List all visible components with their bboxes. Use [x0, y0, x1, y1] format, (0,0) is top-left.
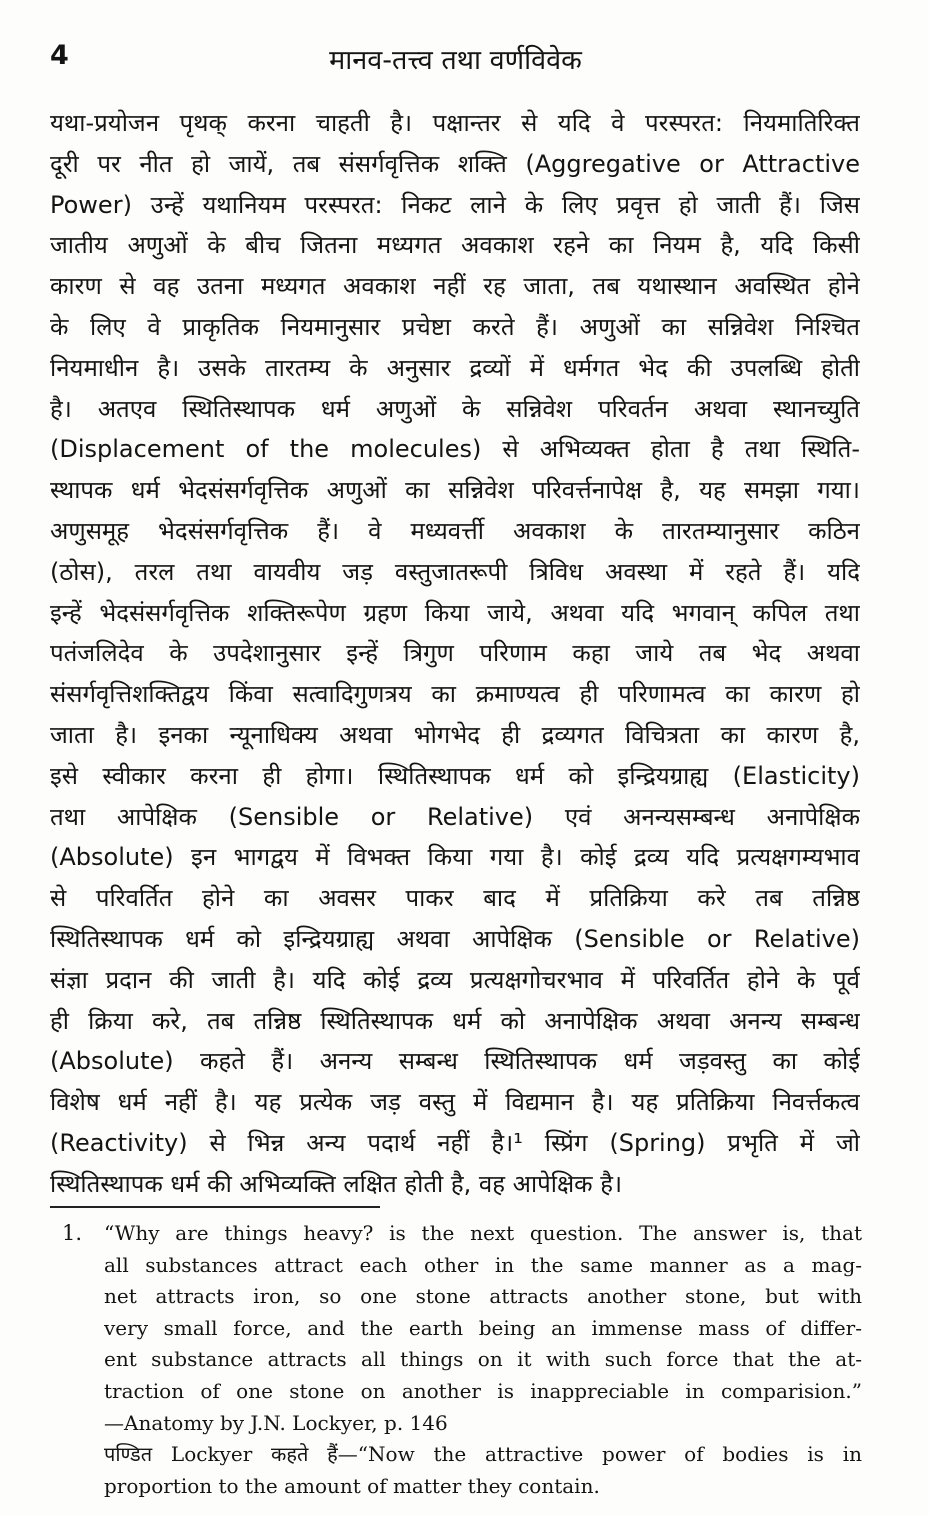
- body-line: संसर्गवृत्तिशक्तिद्वय किंवा सत्वादिगुणत्रय का क्रमाण्यत्व ही परिणामत्व का कारण हो: [50, 680, 860, 709]
- body-line: इन्हें भेदसंसर्गवृत्तिक शक्तिरूपेण ग्रहण किया जाये, अथवा यदि भगवान् कपिल तथा: [50, 598, 860, 627]
- footnote-line: very small force, and the earth being an immense mass of differ-: [104, 1315, 862, 1340]
- footnote-source: —Anatomy by J.N. Lockyer, p. 146: [104, 1410, 448, 1435]
- body-line: संज्ञा प्रदान की जाती है। यदि कोई द्रव्य प्रत्यक्षगोचरभाव में परिवर्तित होने के पूर्व: [50, 965, 860, 994]
- body-line: (Reactivity) से भिन्न अन्य पदार्थ नहीं है।¹ स्प्रिंग (Spring) प्रभृति में जो: [50, 1128, 860, 1157]
- footnote-marker: 1.: [62, 1221, 83, 1245]
- body-line: है। अतएव स्थितिस्थापक धर्म अणुओं के सन्निवेश परिवर्तन अथवा स्थानच्युति: [50, 394, 860, 423]
- body-line: स्थितिस्थापक धर्म की अभिव्यक्ति लक्षित होती है, वह आपेक्षिक है।: [50, 1169, 623, 1198]
- body-line: के लिए वे प्राकृतिक नियमानुसार प्रचेष्टा करते हैं। अणुओं का सन्निवेश निश्चित: [50, 312, 860, 341]
- body-line: इसे स्वीकार करना ही होगा। स्थितिस्थापक धर्म को इन्द्रियग्राह्य (Elasticity): [50, 761, 860, 790]
- body-line: यथा-प्रयोजन पृथक् करना चाहती है। पक्षान्तर से यदि वे परस्परत: नियमातिरिक्त: [50, 109, 860, 137]
- footnote-line: traction of one stone on another is inappreciable in comparision.”: [104, 1378, 862, 1403]
- footnote-line: ent substance attracts all things on it with such force that the at-: [104, 1347, 862, 1372]
- body-paragraph: [50, 103, 860, 1205]
- body-line: (Absolute) इन भागद्वय में विभक्त किया गया है। कोई द्रव्य यदि प्रत्यक्षगम्यभाव: [50, 843, 860, 872]
- page-number: 4: [50, 40, 69, 71]
- footnote: [62, 1218, 862, 1502]
- footnote-quote: [104, 1218, 862, 1502]
- page-header: [50, 40, 861, 80]
- body-line: तथा आपेक्षिक (Sensible or Relative) एवं अनन्यसम्बन्ध अनापेक्षिक: [50, 802, 860, 831]
- footnote-line: all substances attract each other in the same manner as a mag-: [104, 1252, 862, 1277]
- body-line: अणुसमूह भेदसंसर्गवृत्तिक हैं। वे मध्यवर्त्ती अवकाश के तारतम्यानुसार कठिन: [50, 516, 860, 545]
- body-line: दूरी पर नीत हो जायें, तब संसर्गवृत्तिक शक्ति (Aggregative or Attractive: [50, 149, 860, 178]
- body-line: कारण से वह उतना मध्यगत अवकाश नहीं रह जाता, तब यथास्थान अवस्थित होने: [50, 272, 860, 301]
- body-line: (Absolute) कहते हैं। अनन्य सम्बन्ध स्थितिस्थापक धर्म जड़वस्तु का कोई: [50, 1047, 860, 1076]
- body-line: (ठोस), तरल तथा वायवीय जड़ वस्तुजातरूपी त्रिविध अवस्था में रहते हैं। यदि: [50, 557, 860, 586]
- body-line: स्थापक धर्म भेदसंसर्गवृत्तिक अणुओं का सन्निवेश परिवर्त्तनापेक्ष है, यह समझा गया।: [50, 476, 860, 505]
- footnote-line: “Why are things heavy? is the next question. The answer is, that: [104, 1221, 862, 1245]
- body-line: (Displacement of the molecules) से अभिव्यक्त होता है तथा स्थिति-: [50, 435, 860, 464]
- body-line: नियमाधीन है। उसके तारतम्य के अनुसार द्रव्यों में धर्मगत भेद की उपलब्धि होती: [50, 353, 860, 382]
- body-line: पतंजलिदेव के उपदेशानुसार इन्हें त्रिगुण परिणाम कहा जाये तब भेद अथवा: [50, 639, 860, 668]
- running-title: मानव-तत्त्व तथा वर्णविवेक: [329, 45, 582, 76]
- body-line: से परिवर्तित होने का अवसर पाकर बाद में प्रतिक्रिया करे तब तन्निष्ठ: [50, 884, 860, 913]
- footnote-line: net attracts iron, so one stone attracts another stone, but with: [104, 1284, 862, 1309]
- footnote-note-line: पण्डित Lockyer कहते हैं—“Now the attractive power of bodies is in: [104, 1442, 862, 1467]
- body-line: स्थितिस्थापक धर्म को इन्द्रियग्राह्य अथवा आपेक्षिक (Sensible or Relative): [50, 924, 860, 953]
- body-line: जातीय अणुओं के बीच जितना मध्यगत अवकाश रहने का नियम है, यदि किसी: [50, 231, 860, 260]
- body-line: ही क्रिया करे, तब तन्निष्ठ स्थितिस्थापक धर्म को अनापेक्षिक अथवा अनन्य सम्बन्ध: [50, 1006, 860, 1035]
- body-line: विशेष धर्म नहीं है। यह प्रत्येक जड़ वस्तु में विद्यमान है। यह प्रतिक्रिया निवर्त्तकत्व: [50, 1088, 860, 1117]
- footnote-divider: [50, 1206, 380, 1208]
- footnote-note-line: proportion to the amount of matter they contain.: [104, 1473, 600, 1498]
- body-line: Power) उन्हें यथानियम परस्परत: निकट लाने के लिए प्रवृत्त हो जाती हैं। जिस: [50, 190, 860, 219]
- body-line: जाता है। इनका न्यूनाधिक्य अथवा भोगभेद ही द्रव्यगत विचित्रता का कारण है,: [50, 720, 860, 749]
